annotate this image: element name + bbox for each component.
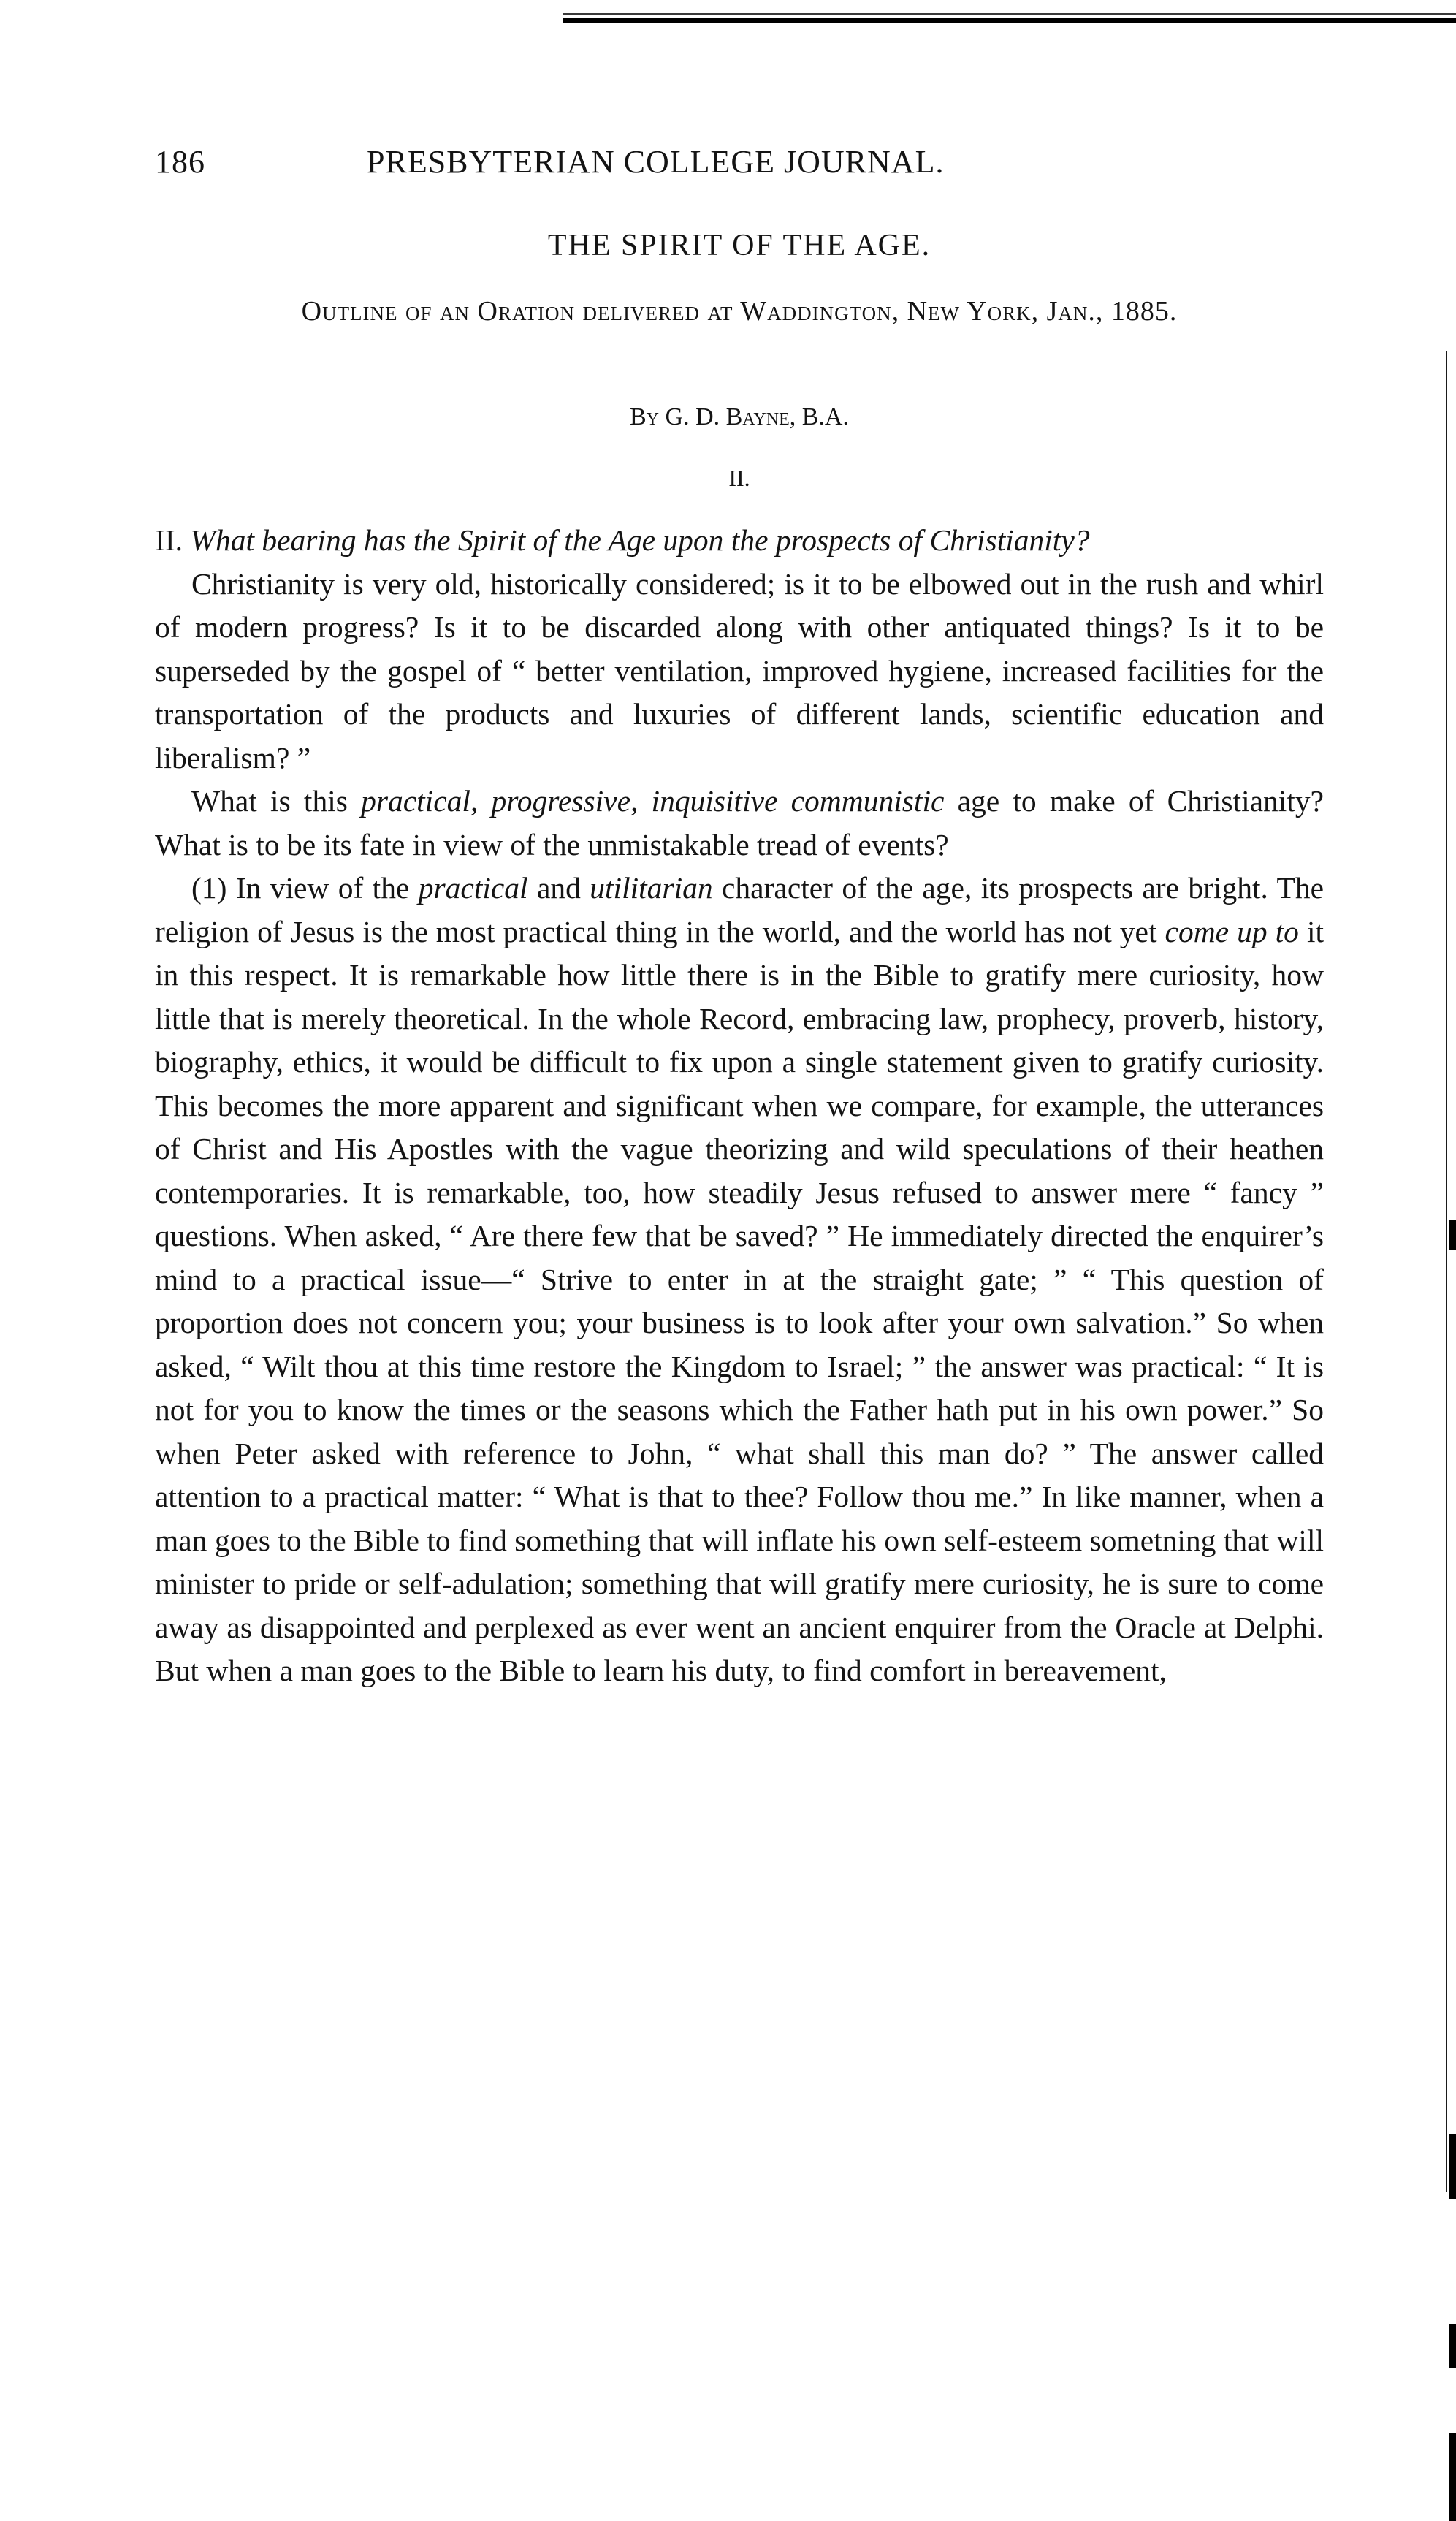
scan-blot bbox=[1449, 2324, 1456, 2368]
p3-emphasis-utilitarian: utilitarian bbox=[590, 871, 713, 905]
p3-text-b: and bbox=[536, 871, 581, 905]
p2-emphasis: practical, progressive, inquisitive communistic bbox=[361, 784, 945, 818]
scan-rule-top bbox=[563, 13, 1456, 23]
p3-emphasis-practical: practical bbox=[418, 871, 528, 905]
paragraph-1: Christianity is very old, historically considered; is it to be elbowed out in the rush and whirl of modern progress? Is it to be discarded along with other antiquated things? Is it to be superseded by the gospel of “ better ventilation, improved hygiene, increased facilities for the transportation of the products and luxuries of different lands, scientific education and liberalism? ” bbox=[155, 566, 1324, 775]
question-number: II. bbox=[155, 523, 183, 557]
p3-text-c: character of the age, its prospects are bright. The religion of Jesus is the most practical thing in the world, and the world has not yet bbox=[155, 871, 1324, 948]
part-number: II. bbox=[728, 465, 750, 491]
article-title: THE SPIRIT OF THE AGE. bbox=[547, 229, 931, 262]
p2-text-b: age to make of Christianity? What is to be its fate in view of the unmistakable tread of events? bbox=[155, 784, 1324, 862]
article-subtitle: Outline of an Oration delivered at Waddington, New York, Jan., 1885. bbox=[301, 296, 1178, 327]
journal-title: PRESBYTERIAN COLLEGE JOURNAL. bbox=[367, 144, 945, 180]
paragraph-3 bbox=[155, 867, 1324, 1693]
scan-blot bbox=[1449, 2433, 1456, 2521]
page-number: 186 bbox=[155, 144, 205, 180]
question-text: What bearing has the Spirit of the Age upon the prospects of Christianity? bbox=[190, 523, 1090, 557]
scan-blot bbox=[1449, 1220, 1456, 1250]
scan-blot bbox=[1449, 2134, 1456, 2199]
scan-edge-right bbox=[1446, 351, 1456, 2192]
paragraph-2 bbox=[155, 780, 1324, 867]
p3-text-a: (1) In view of the bbox=[191, 871, 410, 905]
article-body bbox=[155, 519, 1324, 1693]
p3-emphasis-come-up-to: come up to bbox=[1165, 914, 1299, 948]
p2-text-a: What is this bbox=[191, 784, 348, 818]
article-byline: By G. D. Bayne, B.A. bbox=[630, 403, 849, 430]
section-question bbox=[155, 519, 1324, 563]
p3-text-d: it in this respect. It is remarkable how little there is in the Bible to gratify mere curiosity, how little that is merely theoretical. In the whole Record, embracing law, prophecy, proverb, history, biography, ethics, it would be difficult to fix upon a single statement given to gratify curiosity. This becomes the more apparent and significant when we compare, for example, the utterances of Christ and His Apostles with the vague theorizing and wild speculations of their heathen contemporaries. It is remarkable, too, how steadily Jesus refused to answer mere “ fancy ” questions. When asked, “ Are there few that be saved? ” He immediately directed the enquirer’s mind to a practical issue—“ Strive to enter in at the straight gate; ” “ This question of proportion does not concern you; your business is to look after your own salvation.” So when asked, “ Wilt thou at this time restore the Kingdom to Israel; ” the answer was practical: “ It is not for you to know the times or the seasons which the Father hath put in his own power.” So when Peter asked with reference to John, “ what shall this man do? ” The answer called attention to a practical matter: “ What is that to thee? Follow thou me.” In like manner, when a man goes to the Bible to find something that will inflate his own self-esteem sometning that will minister to pride or self-adulation; something that will gratify mere curiosity, he is sure to come away as disappointed and perplexed as ever went an ancient enquirer from the Oracle at Delphi. But when a man goes to the Bible to learn his duty, to find comfort in bereavement, bbox=[155, 914, 1324, 1687]
